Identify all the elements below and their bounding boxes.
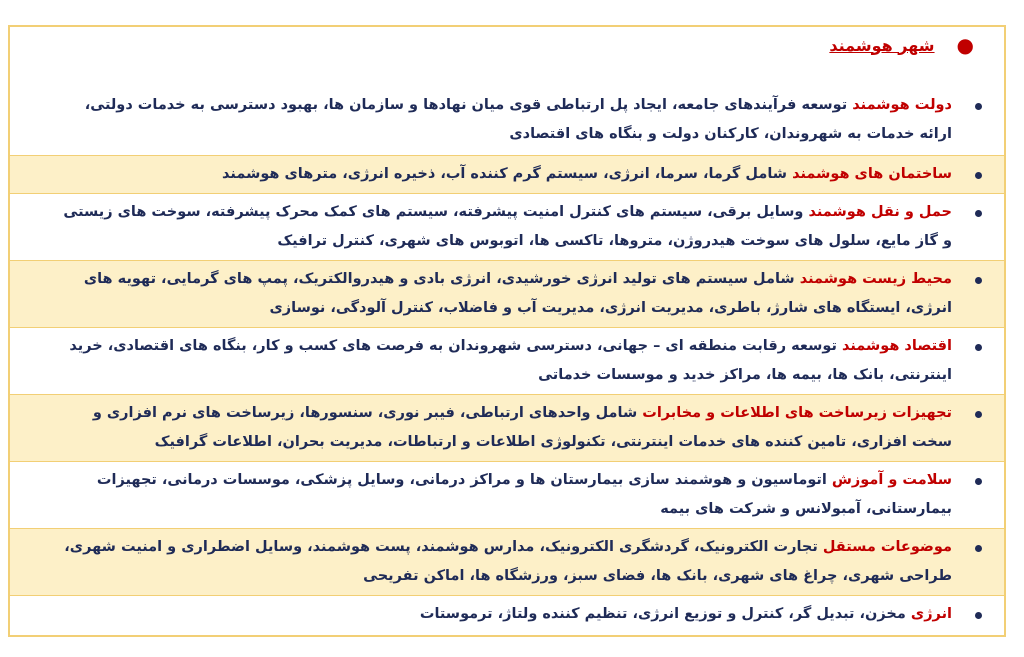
item-keyword: سلامت و آموزش	[831, 472, 952, 488]
content-frame	[8, 25, 1006, 637]
bullet-icon	[975, 411, 982, 418]
list-item	[10, 595, 1004, 633]
item-keyword: تجهیزات زیرساخت های اطلاعات و مخابرات	[642, 405, 952, 421]
item-text: توسعه فرآیندهای جامعه، ایجاد پل ارتباطی قوی میان نهادها و سازمان ها، بهبود دسترسی به خدمات دولتی، ارائه خدمات به شهروندان، کارکنان دولت و بنگاه های اقتصادی	[84, 97, 952, 142]
bullet-icon	[975, 210, 982, 217]
title-bullet-icon: ●	[956, 33, 974, 57]
bullet-icon	[975, 344, 982, 351]
item-keyword: ساختمان های هوشمند	[792, 166, 952, 182]
list-item	[10, 461, 1004, 528]
item-text: تجارت الکترونیک، گردشگری الکترونیک، مدارس هوشمند، پست هوشمند، وسایل اضطراری و امنیت شهری، طراحی شهری، چراغ های شهری، بانک ها، فضای سبز، ورزشگاه ها، اماکن تفریحی	[64, 539, 952, 584]
bullet-icon	[975, 172, 982, 179]
item-text: اتوماسیون و هوشمند سازی بیمارستان ها و مراکز درمانی، وسایل پزشکی، موسسات درمانی، تجهیزات بیمارستانی، آمبولانس و شرکت های بیمه	[96, 472, 952, 517]
bullet-icon	[975, 103, 982, 110]
list-item	[10, 394, 1004, 461]
page-title: شهر هوشمند	[829, 35, 935, 55]
item-text: وسایل برقی، سیستم های کنترل امنیت پیشرفته، سیستم های کمک محرک پیشرفته، سوخت های زیستی و گاز مایع، سلول های سوخت هیدروژن، متروها، تاکسی ها، اتوبوس های شهری، کنترل ترافیک	[63, 204, 952, 249]
item-keyword: حمل و نقل هوشمند	[808, 204, 952, 220]
item-keyword: انرژی	[910, 606, 952, 622]
list-item	[10, 83, 1004, 155]
item-text: شامل گرما، سرما، انرژی، سیستم گرم کننده آب، ذخیره انرژی، مترهای هوشمند	[222, 166, 793, 182]
item-keyword: محیط زیست هوشمند	[799, 271, 952, 287]
item-text: مخزن، تبدیل گر، کنترل و توزیع انرژی، تنظیم کننده ولتاژ، ترموستات	[419, 606, 911, 622]
list-item	[10, 327, 1004, 394]
title-row	[829, 35, 974, 55]
item-keyword: دولت هوشمند	[852, 97, 952, 113]
item-text: توسعه رقابت منطقه ای – جهانی، دسترسی شهروندان به فرصت های کسب و کار، بنگاه های اقتصادی، خرید اینترنتی، بانک ها، بیمه ها، مراکز خدید و موسسات خدماتی	[69, 338, 952, 383]
item-keyword: اقتصاد هوشمند	[841, 338, 952, 354]
item-list	[10, 83, 1004, 633]
list-item	[10, 193, 1004, 260]
item-text: شامل واحدهای ارتباطی، فیبر نوری، سنسورها، زیرساخت های نرم افزاری و سخت افزاری، تامین کننده های خدمات اینترنتی، تکنولوژی اطلاعات و ارتباطات، مدیریت بحران، اطلاعات گرافیک	[92, 405, 952, 450]
list-item	[10, 155, 1004, 193]
bullet-icon	[975, 478, 982, 485]
bullet-icon	[975, 545, 982, 552]
item-text: شامل سیستم های تولید انرژی خورشیدی، انرژی بادی و هیدروالکتریک، پمپ های گرمایی، تهویه های انرژی، ایستگاه های شارژ، باطری، مدیریت انرژی، مدیریت آب و فاضلاب، کنترل آلودگی، نوسازی	[83, 271, 952, 316]
bullet-icon	[975, 277, 982, 284]
list-item	[10, 528, 1004, 595]
list-item	[10, 260, 1004, 327]
item-keyword: موضوعات مستقل	[822, 539, 952, 555]
bullet-icon	[975, 612, 982, 619]
